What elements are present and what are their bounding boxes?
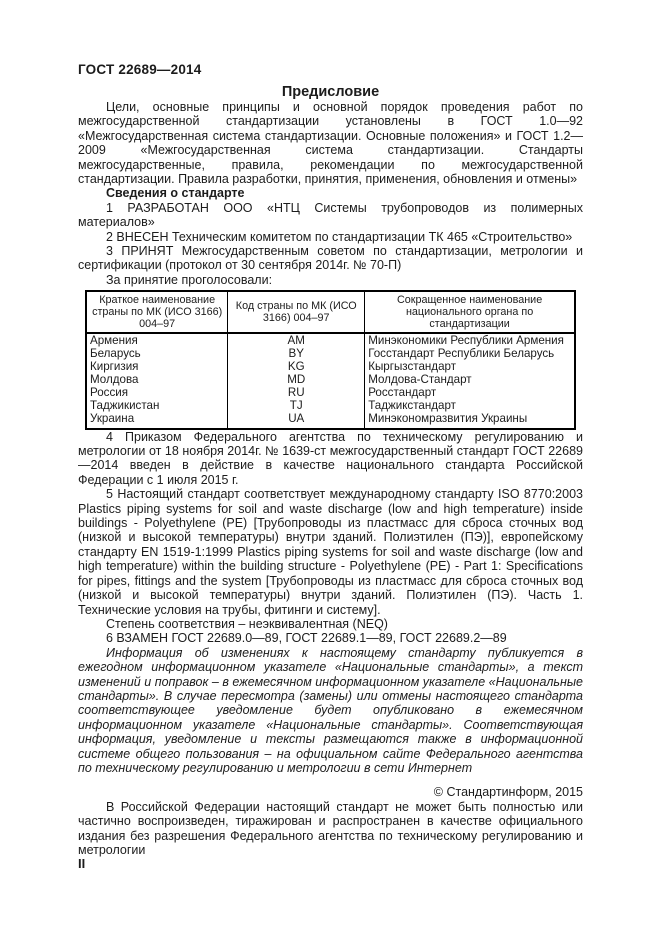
item-correspondence: 5 Настоящий стандарт соответствует международному стандарту ISO 8770:2003 Plastics piping systems for soil and waste discharge (low and high temperature) inside buildings - Polyethylene (PE) [Трубопроводы из пластмасс для сброса сточных вод (низкой и высокой температуры) внутри зданий. Полиэтилен (ПЭ)], европейскому стандарту EN 1519-1:1999 Plastics piping systems for soil and waste discharge (low and high temperature) within the building structure - Polyethylene (PE) - Part 1: Specifications for pipes, fittings and the system [Трубопроводы из пластмасс для сброса сточных вод (низкой и высокой температуры) внутри зданий. Полиэтилен (ПЭ). Часть 1. Технические условия на трубы, фитинги и систему]. <box>78 487 583 617</box>
org-name-cell: Росстандарт <box>365 387 575 400</box>
country-name-cell: Украина <box>86 413 228 429</box>
item-decree: 4 Приказом Федерального агентства по техническому регулированию и метрологии от 18 ноября 2014г. № 1639-ст межгосударственный стандарт ГОСТ 22689—2014 введен в действие в качестве национального стандарта Российской Федерации с 1 июля 2015 г. <box>78 429 583 487</box>
copyright-line: © Стандартинформ, 2015 <box>433 785 583 800</box>
table-row <box>86 400 575 413</box>
org-name-cell: Таджикстандарт <box>365 400 575 413</box>
table-row <box>86 361 575 374</box>
org-name-cell: Минэкономики Республики Армения <box>365 333 575 348</box>
country-code-cell: AM <box>228 333 365 348</box>
reproduction-notice-paragraph: В Российской Федерации настоящий стандарт не может быть полностью или частично воспроизведен, тиражирован и распространен в качестве официального издания без разрешения Федерального агентства по техническому регулированию и метрологии <box>78 799 583 857</box>
page-number: II <box>78 856 86 871</box>
country-name-cell: Таджикистан <box>86 400 228 413</box>
org-name-cell: Молдова-Стандарт <box>365 374 575 387</box>
country-code-cell: KG <box>228 361 365 374</box>
table-row <box>86 413 575 429</box>
table-row <box>86 348 575 361</box>
country-name-cell: Армения <box>86 333 228 348</box>
country-code-cell: BY <box>228 348 365 361</box>
org-name-cell: Госстандарт Республики Беларусь <box>365 348 575 361</box>
voting-table <box>85 290 576 429</box>
item-adopted: 3 ПРИНЯТ Межгосударственным советом по стандартизации, метрологии и сертификации (протокол от 30 сентября 2014г. № 70-П) <box>78 244 583 273</box>
change-notice-paragraph: Информация об изменениях к настоящему стандарту публикуется в ежегодном информационном указателе «Национальные стандарты», а текст изменений и поправок – в ежемесячном информационном указателе «Национальные стандарты». В случае пересмотра (замены) или отмены настоящего стандарта соответствующее уведомление будет опубликовано в ежемесячном информационном указателе «Национальные стандарты». Соответствующая информация, уведомление и тексты размещаются также в информационной системе общего пользования – на официальном сайте Федерального агентства по техническому регулированию и метрологии в сети Интернет <box>78 645 583 775</box>
item-submitted: 2 ВНЕСЕН Техническим комитетом по стандартизации ТК 465 «Строительство» <box>106 229 573 244</box>
doc-code: ГОСТ 22689—2014 <box>78 62 202 77</box>
org-name-cell: Минэкономразвития Украины <box>365 413 575 429</box>
country-name-cell: Беларусь <box>86 348 228 361</box>
header-country-name: Краткое наименование страны по МК (ИСО 3166) 004–97 <box>86 291 228 333</box>
country-name-cell: Киргизия <box>86 361 228 374</box>
page-title: Предисловие <box>281 84 380 100</box>
table-row <box>86 387 575 400</box>
degree-of-conformity: Степень соответствия – неэквивалентная (NEQ) <box>106 616 388 631</box>
org-name-cell: Кыргызстандарт <box>365 361 575 374</box>
item-replaces: 6 ВЗАМЕН ГОСТ 22689.0—89, ГОСТ 22689.1—89, ГОСТ 22689.2—89 <box>106 631 507 646</box>
country-code-cell: TJ <box>228 400 365 413</box>
voting-table-header-row <box>86 291 575 333</box>
header-org-name: Сокращенное наименование национального органа по стандартизации <box>365 291 575 333</box>
country-name-cell: Россия <box>86 387 228 400</box>
header-country-code: Код страны по МК (ИСО 3166) 004–97 <box>228 291 365 333</box>
vote-caption: За принятие проголосовали: <box>106 272 273 287</box>
about-standard-heading: Сведения о стандарте <box>106 186 245 201</box>
table-row <box>86 374 575 387</box>
country-code-cell: MD <box>228 374 365 387</box>
table-row <box>86 333 575 348</box>
item-developed: 1 РАЗРАБОТАН ООО «НТЦ Системы трубопроводов из полимерных материалов» <box>78 200 583 230</box>
country-code-cell: RU <box>228 387 365 400</box>
intro-paragraph: Цели, основные принципы и основной порядок проведения работ по межгосударственной стандартизации установлены в ГОСТ 1.0—92 «Межгосударственная система стандартизации. Основные положения» и ГОСТ 1.2—2009 «Межгосударственная система стандартизации. Стандарты межгосударственные, правила, рекомендации по межгосударственной стандартизации. Правила разработки, принятия, применения, обновления и отмены» <box>78 100 583 187</box>
country-name-cell: Молдова <box>86 374 228 387</box>
country-code-cell: UA <box>228 413 365 429</box>
